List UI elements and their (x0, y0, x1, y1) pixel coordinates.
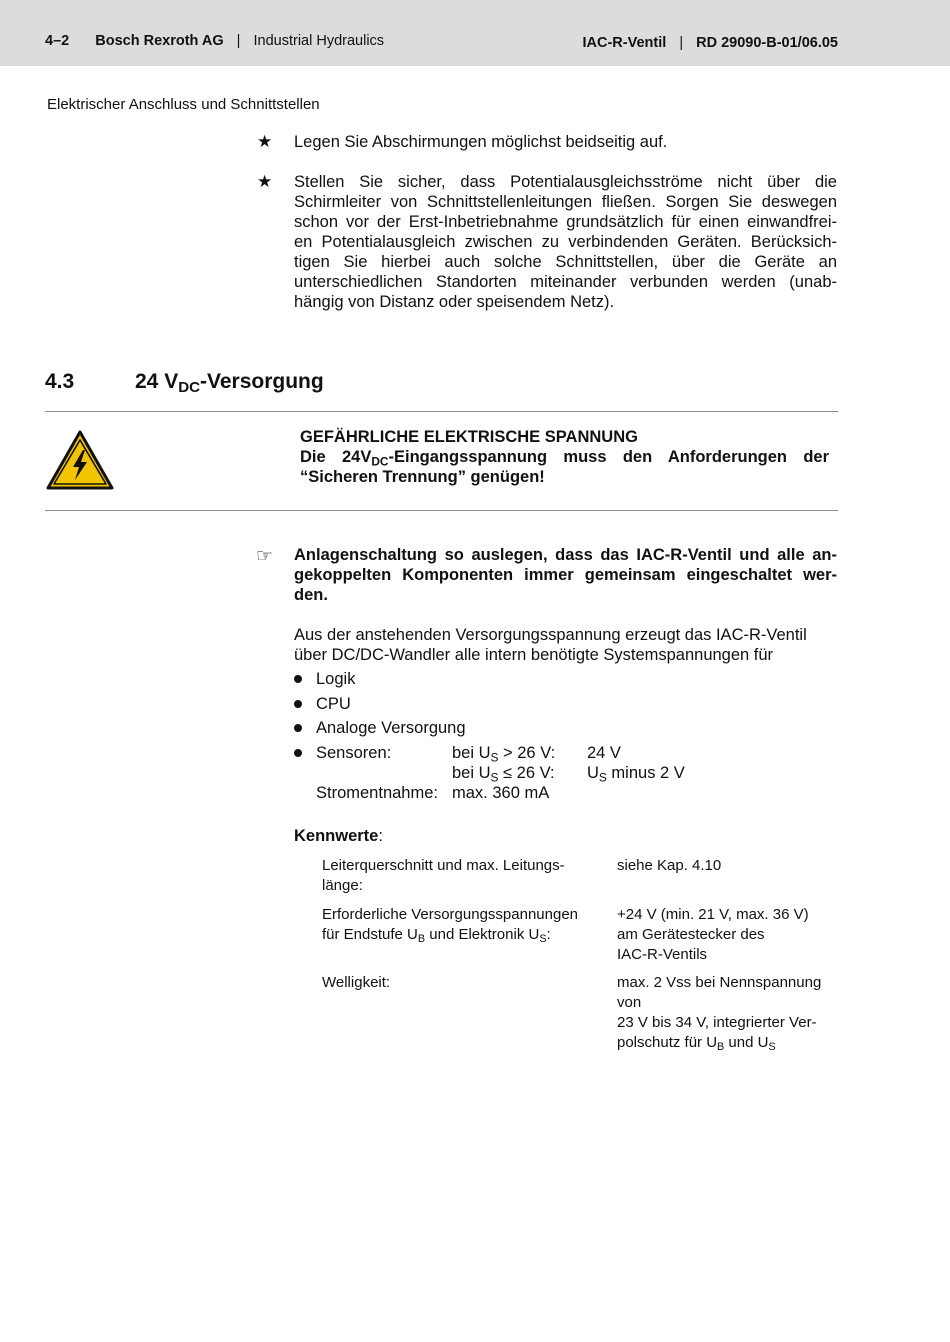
header-left (45, 33, 384, 49)
note-2-line: unterschiedlichen Standorten miteinander verbunden werden (unab- (294, 273, 837, 291)
spec-value-line: siehe Kap. 4.10 (617, 857, 722, 874)
divider-top (45, 411, 838, 412)
divider-bottom (45, 510, 838, 511)
warning-box (300, 427, 829, 487)
intro-line: über DC/DC-Wandler alle intern benötigte Systemspannungen für (294, 646, 774, 664)
spec-label-sub: B (417, 933, 426, 946)
spec-value-line: IAC-R-Ventils (617, 946, 708, 963)
current-label: Stromentnahme: (316, 784, 438, 802)
hint-line: gekoppelten Komponenten immer gemeinsam eingeschaltet wer- (294, 566, 837, 584)
note-2-line: en Potentialausgleich zwischen zu verbindenden Geräten. Berücksich- (294, 233, 837, 251)
list-item (294, 694, 837, 719)
spec-value-line: von (617, 994, 642, 1011)
sensor-cond-1-sub: S (490, 750, 499, 765)
spec-value-mid: und U (724, 1034, 769, 1051)
spec-label (322, 856, 602, 896)
note-2-line: hängig von Distanz oder speisendem Netz). (294, 293, 615, 311)
header-right (583, 35, 839, 51)
spec-value-line: max. 2 Vss bei Nennspannung (617, 974, 822, 991)
spec-label (322, 973, 602, 993)
kennwerte-title-text: Kennwerte (294, 827, 379, 845)
note-1-text: Legen Sie Abschirmungen möglichst beidseitig auf. (294, 133, 668, 151)
sensor-label: Sensoren: (316, 744, 392, 762)
list-item (294, 718, 837, 743)
star-icon: ★ (257, 172, 273, 191)
kennwerte-title (294, 827, 383, 846)
spec-value-line: am Gerätestecker des (617, 926, 765, 943)
warning-title: GEFÄHRLICHE ELEKTRISCHE SPANNUNG (300, 428, 638, 446)
bullet-dot-icon (294, 700, 302, 708)
electrical-hazard-icon (46, 430, 114, 491)
note-2-text (294, 172, 837, 312)
spec-label-line: länge: (322, 877, 363, 894)
spec-label-mid: und Elektronik U (425, 926, 540, 943)
hint-line: Anlagenschaltung so auslegen, dass das IAC-R-Ventil und alle an- (294, 546, 837, 564)
star-icon: ★ (257, 132, 273, 151)
division-name: Industrial Hydraulics (253, 33, 385, 49)
warning-line-1-sub: DC (371, 454, 389, 469)
bullet-list (294, 669, 837, 743)
heading-title-pre: 24 V (135, 370, 179, 393)
company-name: Bosch Rexroth AG (95, 33, 224, 49)
sensor-value-2-sub: S (598, 770, 607, 785)
sensor-value-1: 24 V (587, 744, 621, 762)
sensor-cond-1-post: > 26 V: (498, 744, 556, 762)
spec-label (322, 905, 602, 945)
section-heading (45, 370, 324, 397)
spec-value-sub: B (717, 1041, 725, 1054)
list-item-label: Logik (316, 670, 356, 688)
kennwerte-colon: : (378, 827, 383, 845)
intro-line: Aus der anstehenden Versorgungsspannung erzeugt das IAC-R-Ventil (294, 626, 807, 644)
note-2-line: schon vor der Erst-Inbetriebnahme grundsätzlich für einen einwandfrei- (294, 213, 837, 231)
list-item-label: Analoge Versorgung (316, 719, 466, 737)
spec-value-line: +24 V (min. 21 V, max. 36 V) (617, 906, 809, 923)
spec-value-line (617, 1033, 847, 1053)
hint-text (294, 545, 837, 605)
spec-label-pre: für Endstufe U (322, 926, 418, 943)
section-label: Elektrischer Anschluss und Schnittstellen (47, 96, 320, 113)
sensor-cond-1 (452, 743, 555, 763)
heading-title-post: -Versorgung (200, 370, 324, 393)
spec-value (617, 905, 847, 965)
pointing-hand-icon: ☞ (256, 546, 274, 567)
sensor-value-2-post: minus 2 V (606, 764, 685, 782)
header-separator-right: | (679, 35, 684, 51)
sensor-cond-2 (452, 763, 555, 783)
bullet-dot-icon (294, 749, 302, 757)
hint-line: den. (294, 586, 328, 604)
intro-paragraph (294, 625, 837, 665)
warning-line-1 (300, 447, 829, 467)
doc-number: RD 29090-B-01/06.05 (696, 35, 838, 51)
warning-line-1-pre: Die 24V (300, 448, 372, 466)
sensor-value-2-pre: U (587, 764, 599, 782)
spec-value (617, 856, 847, 876)
sensor-cond-2-pre: bei U (452, 764, 491, 782)
product-name: IAC-R-Ventil (582, 35, 667, 51)
current-value: max. 360 mA (452, 784, 550, 802)
sensor-cond-1-pre: bei U (452, 744, 491, 762)
warning-line-1-post: -Eingangsspannung muss den Anforderungen der (388, 448, 830, 466)
note-2-line: tigen Sie hierbei auch solche Schnittstellen, über die Geräte an (294, 253, 837, 271)
bullet-dot-icon (294, 675, 302, 683)
note-2-line: Stellen Sie sicher, dass Potentialausgleichsströme nicht über die (294, 173, 837, 191)
section-number: 4.3 (45, 370, 75, 393)
spec-value-pre: polschutz für U (617, 1034, 718, 1051)
spec-label-sub: S (539, 933, 547, 946)
spec-label-line: Leiterquerschnitt und max. Leitungs- (322, 857, 565, 874)
heading-title-sub: DC (178, 379, 201, 397)
sensor-cond-2-sub: S (490, 770, 499, 785)
sensor-value-2 (587, 763, 685, 783)
spec-label-post: : (546, 926, 551, 943)
page-number: 4–2 (45, 33, 70, 49)
note-2-line: Schirmleiter von Schnittstellenleitungen fließen. Sorgen Sie deswegen (294, 193, 837, 211)
bullet-dot-icon (294, 724, 302, 732)
warning-line-2: “Sicheren Trennung” genügen! (300, 468, 545, 486)
spec-value-sub: S (768, 1041, 776, 1054)
spec-label-line: Erforderliche Versorgungsspannungen (322, 906, 579, 923)
header-separator: | (236, 33, 241, 49)
page-header (0, 0, 950, 66)
list-item (294, 669, 837, 694)
spec-value-line: 23 V bis 34 V, integrierter Ver- (617, 1014, 817, 1031)
spec-value (617, 973, 847, 1053)
list-item-label: CPU (316, 694, 351, 713)
spec-label-line (322, 925, 602, 945)
sensor-cond-2-post: ≤ 26 V: (498, 764, 555, 782)
spec-label-line: Welligkeit: (322, 974, 391, 991)
